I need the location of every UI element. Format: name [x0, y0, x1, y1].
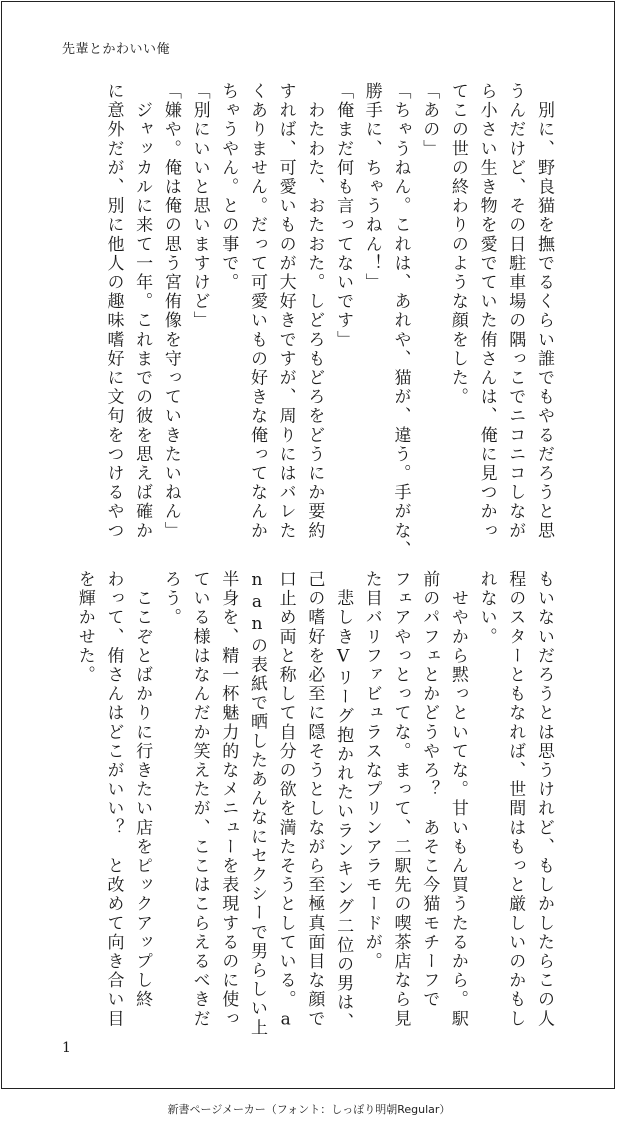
text-line: フェアやっとってな。まって、二駅先の喫茶店なら見	[390, 570, 411, 1029]
text-line: もいないだろうとは思うけれど、もしかしたらこの人	[534, 570, 554, 1029]
text-line: 「ちゃうねん。これは、あれや、猫が、違う。手がな、	[390, 82, 411, 560]
text-line: 前のパフェとかどうやろ？ あそこ今猫モチーフで	[419, 570, 440, 1010]
footer-credit: 新書ページメーカー（フォント：しっぽり明朝Regular）	[167, 1103, 451, 1116]
text-line: ろう。	[160, 570, 181, 628]
text-line: てこの世の終わりのような顔をした。	[447, 82, 468, 407]
text-line: 「俺まだ何も言ってないです」	[333, 82, 354, 350]
text-line: 別に、野良猫を撫でるくらい誰でもやるだろうと思	[534, 82, 554, 541]
text-line: わたわた、おたおた。しどろもどろをどうにか要約	[304, 82, 325, 541]
text-line: た目バリファビュラスなプリンアラモードが。	[361, 570, 382, 972]
text-line: ている様はなんだか笑えたが、ここはこらえるべきだ	[189, 570, 210, 1029]
text-line: 悲しきVリーグ抱かれたいランキング二位の男は、	[333, 570, 354, 1032]
text-line: 口止め両と称して自分の欲を満たそうとしている。a	[275, 570, 296, 1032]
text-line: 「嫌や。俺は俺の思う宮侑像を守っていきたいねん」	[160, 82, 181, 541]
text-line: くありません。だって可愛いもの好きな俺ってなんか	[246, 82, 267, 541]
text-line: に意外だが、別に他人の趣味嗜好に文句をつけるやつ	[103, 82, 124, 541]
text-line: 己の嗜好を必至に隠そうとしながら至極真面目な顔で	[304, 570, 325, 1029]
text-line: 半身を、精一杯魅力的なメニューを表現するのに使っ	[218, 570, 239, 1029]
text-line: すれば、可愛いものが大好きですが、周りにはバレた	[275, 82, 296, 541]
text-line: 「あの」	[419, 82, 440, 159]
text-line: わって、侑さんはどこがいい？ と改めて向き合い目	[103, 570, 124, 1029]
text-line: を輝かせた。	[74, 570, 95, 685]
running-title: 先輩とかわいい俺	[62, 42, 171, 57]
text-line: せやから黙っといてな。甘いもん買うたるから。駅	[447, 570, 468, 1029]
text-line: うんだけど、その日駐車場の隅っこでニコニコしなが	[505, 82, 526, 541]
text-line: ちゃうやん。との事で。	[218, 82, 239, 293]
text-line: 勝手に、ちゃうねん！」	[361, 82, 382, 293]
text-line: ここぞとばかりに行きたい店をピックアップし終	[132, 570, 153, 1010]
text-block-bottom	[66, 570, 558, 1038]
text-line: nanの表紙で晒したあんなにセクシーで男らしい上	[246, 570, 267, 1038]
page-number: 1	[62, 1040, 71, 1056]
text-line: れない。	[476, 570, 497, 647]
text-line: 程のスターともなれば、世間はもっと厳しいのかもし	[505, 570, 526, 1029]
text-line: 「別にいいと思いますけど」	[189, 82, 210, 331]
text-line: ら小さい生き物を愛でていた侑さんは、俺に見つかっ	[476, 82, 497, 541]
text-line: ジャッカルに来て一年。これまでの彼を思えば確か	[132, 82, 153, 541]
text-block-top	[66, 82, 558, 560]
book-page	[1, 1, 615, 1089]
